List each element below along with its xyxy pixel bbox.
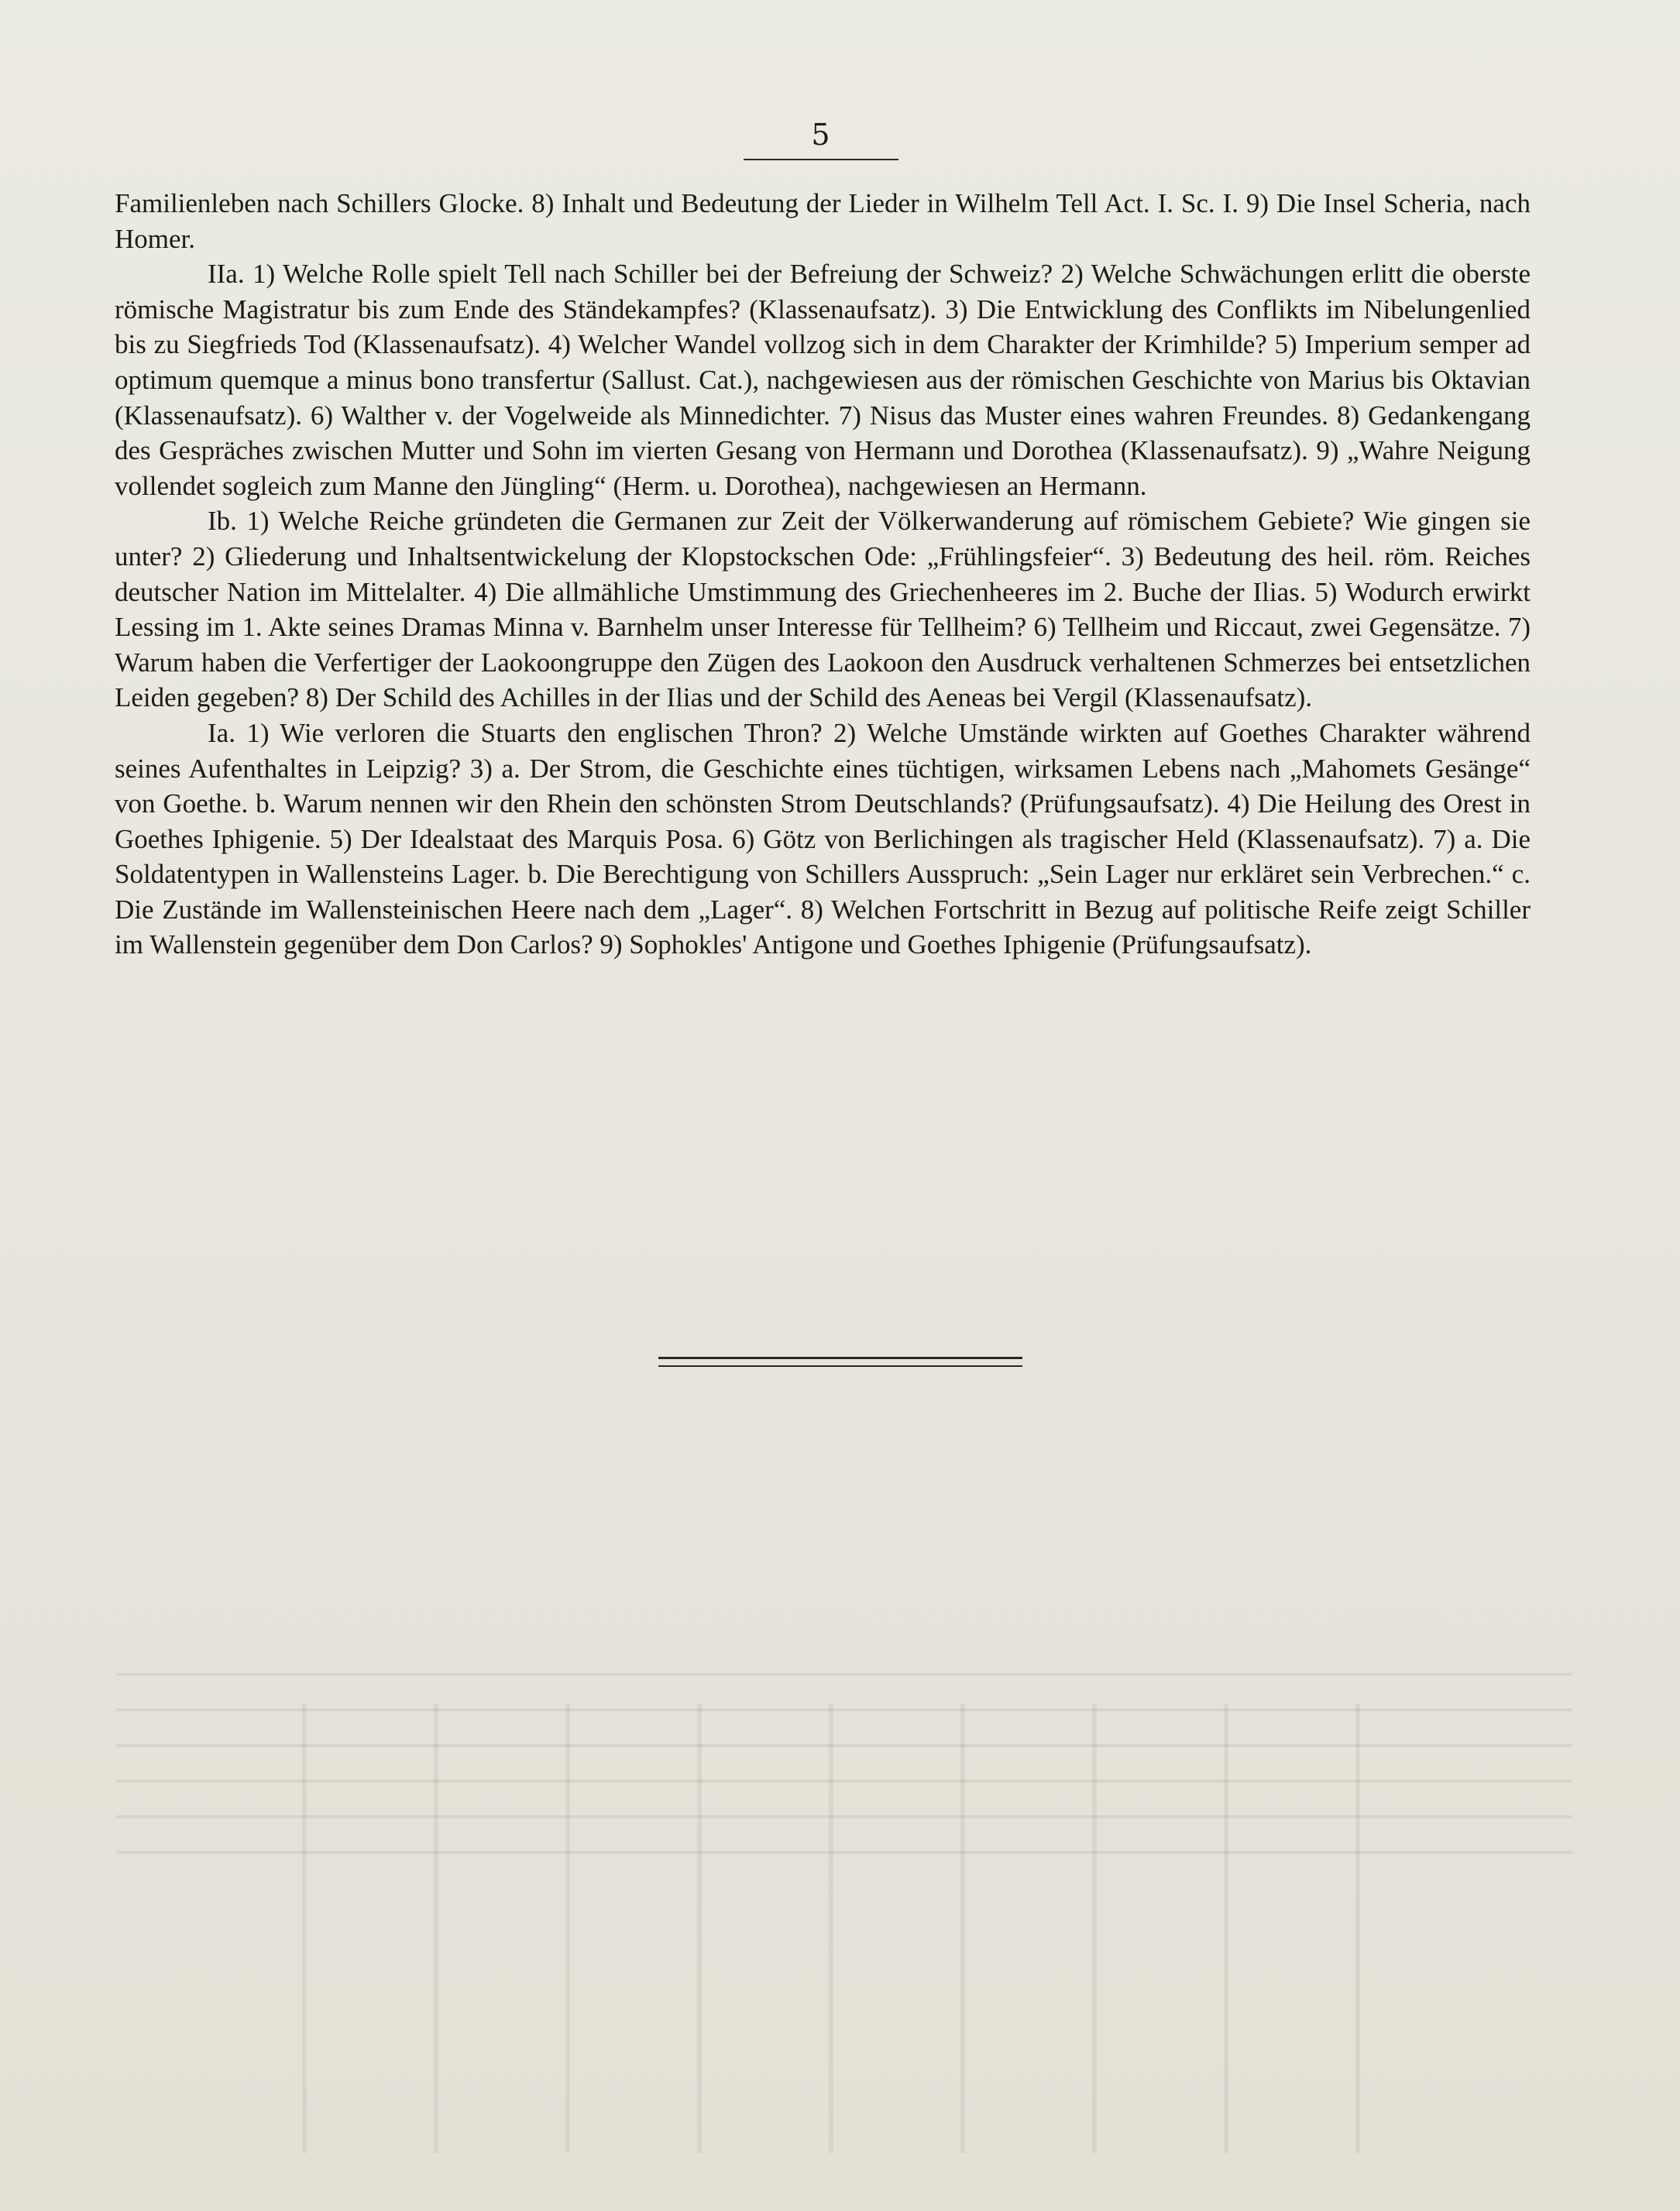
section-divider bbox=[658, 1357, 1022, 1367]
essay-topics-text bbox=[115, 186, 1531, 963]
paragraph-class-Ib: Ib. 1) Welche Reiche gründeten die Germanen zur Zeit der Völkerwanderung auf römischem Gebiete? Wie gingen sie unter? 2) Gliederung und Inhaltsentwickelung der Klopstockschen Ode: „Frühlingsfeier“. 3) Bedeutung des heil. röm. Reiches deutscher Nation im Mittelalter. 4) Die allmähliche Umstimmung des Griechenheeres im 2. Buche der Ilias. 5) Wodurch erwirkt Lessing im 1. Akte seines Dramas Minna v. Barnhelm unser Interesse für Tellheim? 6) Tellheim und Riccaut, zwei Gegensätze. 7) Warum haben die Verfertiger der Laokoongruppe den Zügen des Laokoon den Ausdruck verhaltenen Schmerzes bei entsetzlichen Leiden gegeben? 8) Der Schild des Achilles in der Ilias und der Schild des Aeneas bei Vergil (Klassenaufsatz). bbox=[115, 506, 1531, 713]
paragraph-continuation: Familienleben nach Schillers Glocke. 8) Inhalt und Bedeutung der Lieder in Wilhelm Tell Act. I. Sc. I. 9) Die Insel Scheria, nach Homer. bbox=[115, 188, 1531, 254]
bleed-through-table bbox=[232, 1704, 1394, 2153]
page-number: 5 bbox=[811, 118, 831, 152]
paragraph-class-IIa: IIa. 1) Welche Rolle spielt Tell nach Schiller bei der Befreiung der Schweiz? 2) Welche Schwächungen erlitt die oberste römische Magistratur bis zum Ende des Ständekampfes? (Klassenaufsatz). 3) Die Entwicklung des Conflikts im Nibelungenlied bis zu Siegfrieds Tod (Klassenaufsatz). 4) Welcher Wandel vollzog sich in dem Charakter der Krimhilde? 5) Imperium semper ad optimum quemque a minus bono transfertur (Sallust. Cat.), nachgewiesen aus der römischen Geschichte von Marius bis Oktavian (Klassenaufsatz). 6) Walther v. der Vogelweide als Minnedichter. 7) Nisus das Muster eines wahren Freundes. 8) Gedankengang des Gespräches zwischen Mutter und Sohn im vierten Gesang von Hermann und Dorothea (Klassenaufsatz). 9) „Wahre Neigung vollendet sogleich zum Manne den Jüngling“ (Herm. u. Dorothea), nachgewiesen an Hermann. bbox=[115, 259, 1531, 501]
header-rule bbox=[744, 159, 898, 160]
paragraph-class-Ia: Ia. 1) Wie verloren die Stuarts den englischen Thron? 2) Welche Umstände wirkten auf Goethes Charakter während seines Aufenthaltes in Leipzig? 3) a. Der Strom, die Geschichte eines tüchtigen, wirksamen Lebens nach „Mahomets Gesänge“ von Goethe. b. Warum nennen wir den Rhein den schönsten Strom Deutschlands? (Prüfungsaufsatz). 4) Die Heilung des Orest in Goethes Iphigenie. 5) Der Idealstaat des Marquis Posa. 6) Götz von Berlichingen als tragischer Held (Klassenaufsatz). 7) a. Die Soldatentypen in Wallensteins Lager. b. Die Berechtigung von Schillers Ausspruch: „Sein Lager nur erkläret sein Verbrechen.“ c. Die Zustände im Wallensteinischen Heere nach dem „Lager“. 8) Welchen Fortschritt in Bezug auf politische Reife zeigt Schiller im Wallenstein gegenüber dem Don Carlos? 9) Sophokles' Antigone und Goethes Iphigenie (Prüfungsaufsatz). bbox=[115, 717, 1531, 960]
